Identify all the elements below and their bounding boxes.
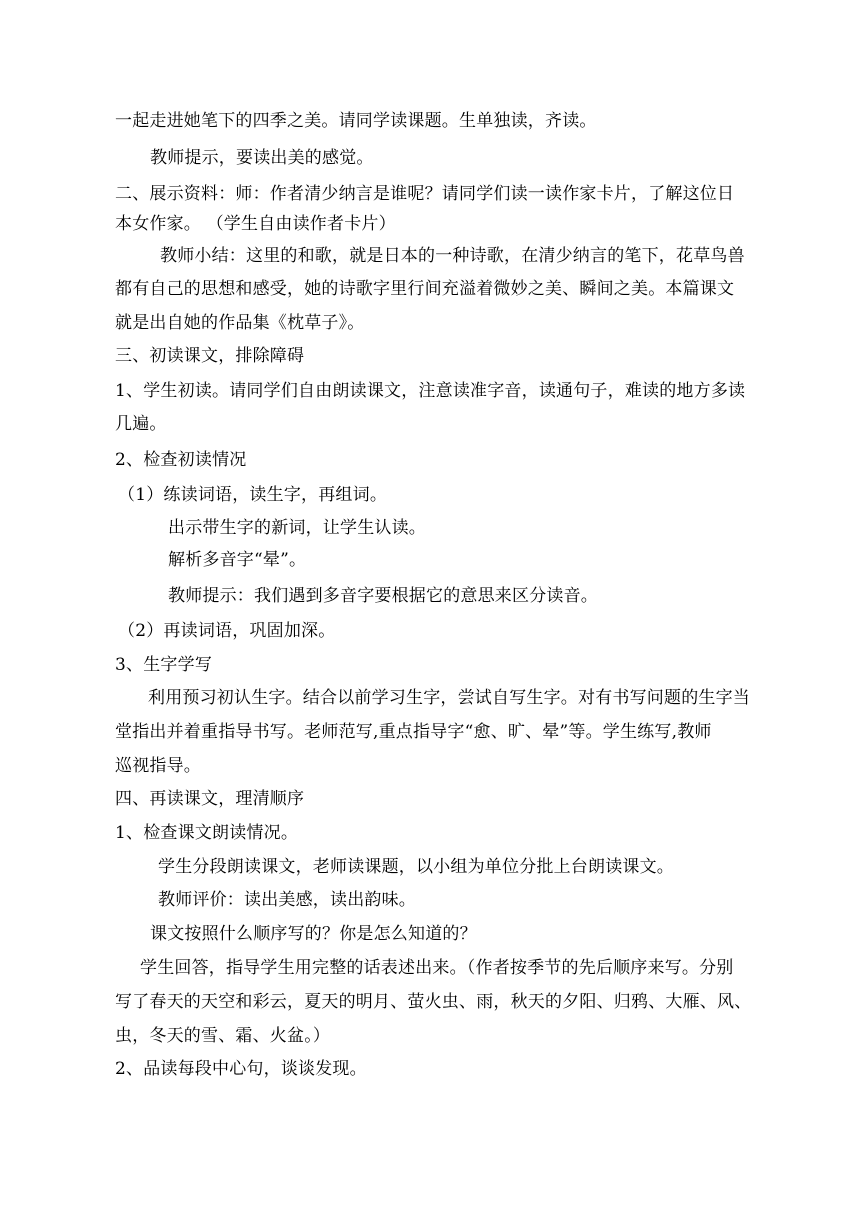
text-line: 巡视指导。 [115, 756, 201, 776]
text-line: 1、学生初读。请同学们自由朗读课文，注意读准字音，读通句子，难读的地方多读 [115, 381, 746, 401]
text-line: 解析多音字“晕”。 [168, 550, 307, 570]
text-line: 1、检查课文朗读情况。 [115, 823, 299, 843]
text-line: 本女作家。 （学生自由读作者卡片） [115, 214, 396, 234]
text-line: 出示带生字的新词，让学生认读。 [168, 518, 426, 538]
text-line: 课文按照什么顺序写的？你是怎么知道的？ [150, 924, 477, 944]
text-line: 教师评价：读出美感，读出韵味。 [158, 890, 416, 910]
text-line: 教师小结：这里的和歌，就是日本的一种诗歌，在清少纳言的笔下，花草鸟兽 [160, 246, 745, 266]
text-line: （2）再读词语，巩固加深。 [118, 621, 336, 641]
text-line: 学生分段朗读课文，老师读课题，以小组为单位分批上台朗读课文。 [158, 857, 674, 877]
text-line: 四、再读课文，理清顺序 [115, 789, 305, 809]
text-line: （1）练读词语，读生字，再组词。 [118, 485, 388, 505]
text-line: 3、生字学写 [115, 655, 213, 675]
text-line: 几遍。 [115, 414, 167, 434]
text-line: 三、初读课文，排除障碍 [115, 346, 305, 366]
text-line: 2、检查初读情况 [115, 450, 247, 470]
text-line: 二、展示资料：师：作者清少纳言是谁呢？请同学们读一读作家卡片，了解这位日 [115, 184, 735, 204]
text-line: 2、品读每段中心句，谈谈发现。 [115, 1059, 367, 1079]
text-line: 学生回答，指导学生用完整的话表述出来。（作者按季节的先后顺序来写。分别 [140, 958, 734, 978]
text-line: 一起走进她笔下的四季之美。请同学读课题。生单独读，齐读。 [115, 111, 597, 131]
text-line: 虫，冬天的雪、霜、火盆。） [115, 1026, 331, 1046]
text-line: 教师提示，要读出美的感觉。 [150, 148, 374, 168]
text-line: 都有自己的思想和感受，她的诗歌字里行间充溢着微妙之美、瞬间之美。本篇课文 [115, 279, 735, 299]
text-line: 教师提示：我们遇到多音字要根据它的意思来区分读音。 [168, 586, 598, 606]
text-line: 写了春天的天空和彩云，夏天的明月、萤火虫、雨，秋天的夕阳、归鸦、大雁、风、 [115, 992, 752, 1012]
text-line: 利用预习初认生字。结合以前学习生字，尝试自写生字。对有书写问题的生字当 [148, 688, 750, 708]
text-line: 就是出自她的作品集《枕草子》。 [115, 313, 365, 333]
text-line: 堂指出并着重指导书写。老师范写,重点指导字“愈、旷、晕”等。学生练写,教师 [115, 722, 712, 742]
